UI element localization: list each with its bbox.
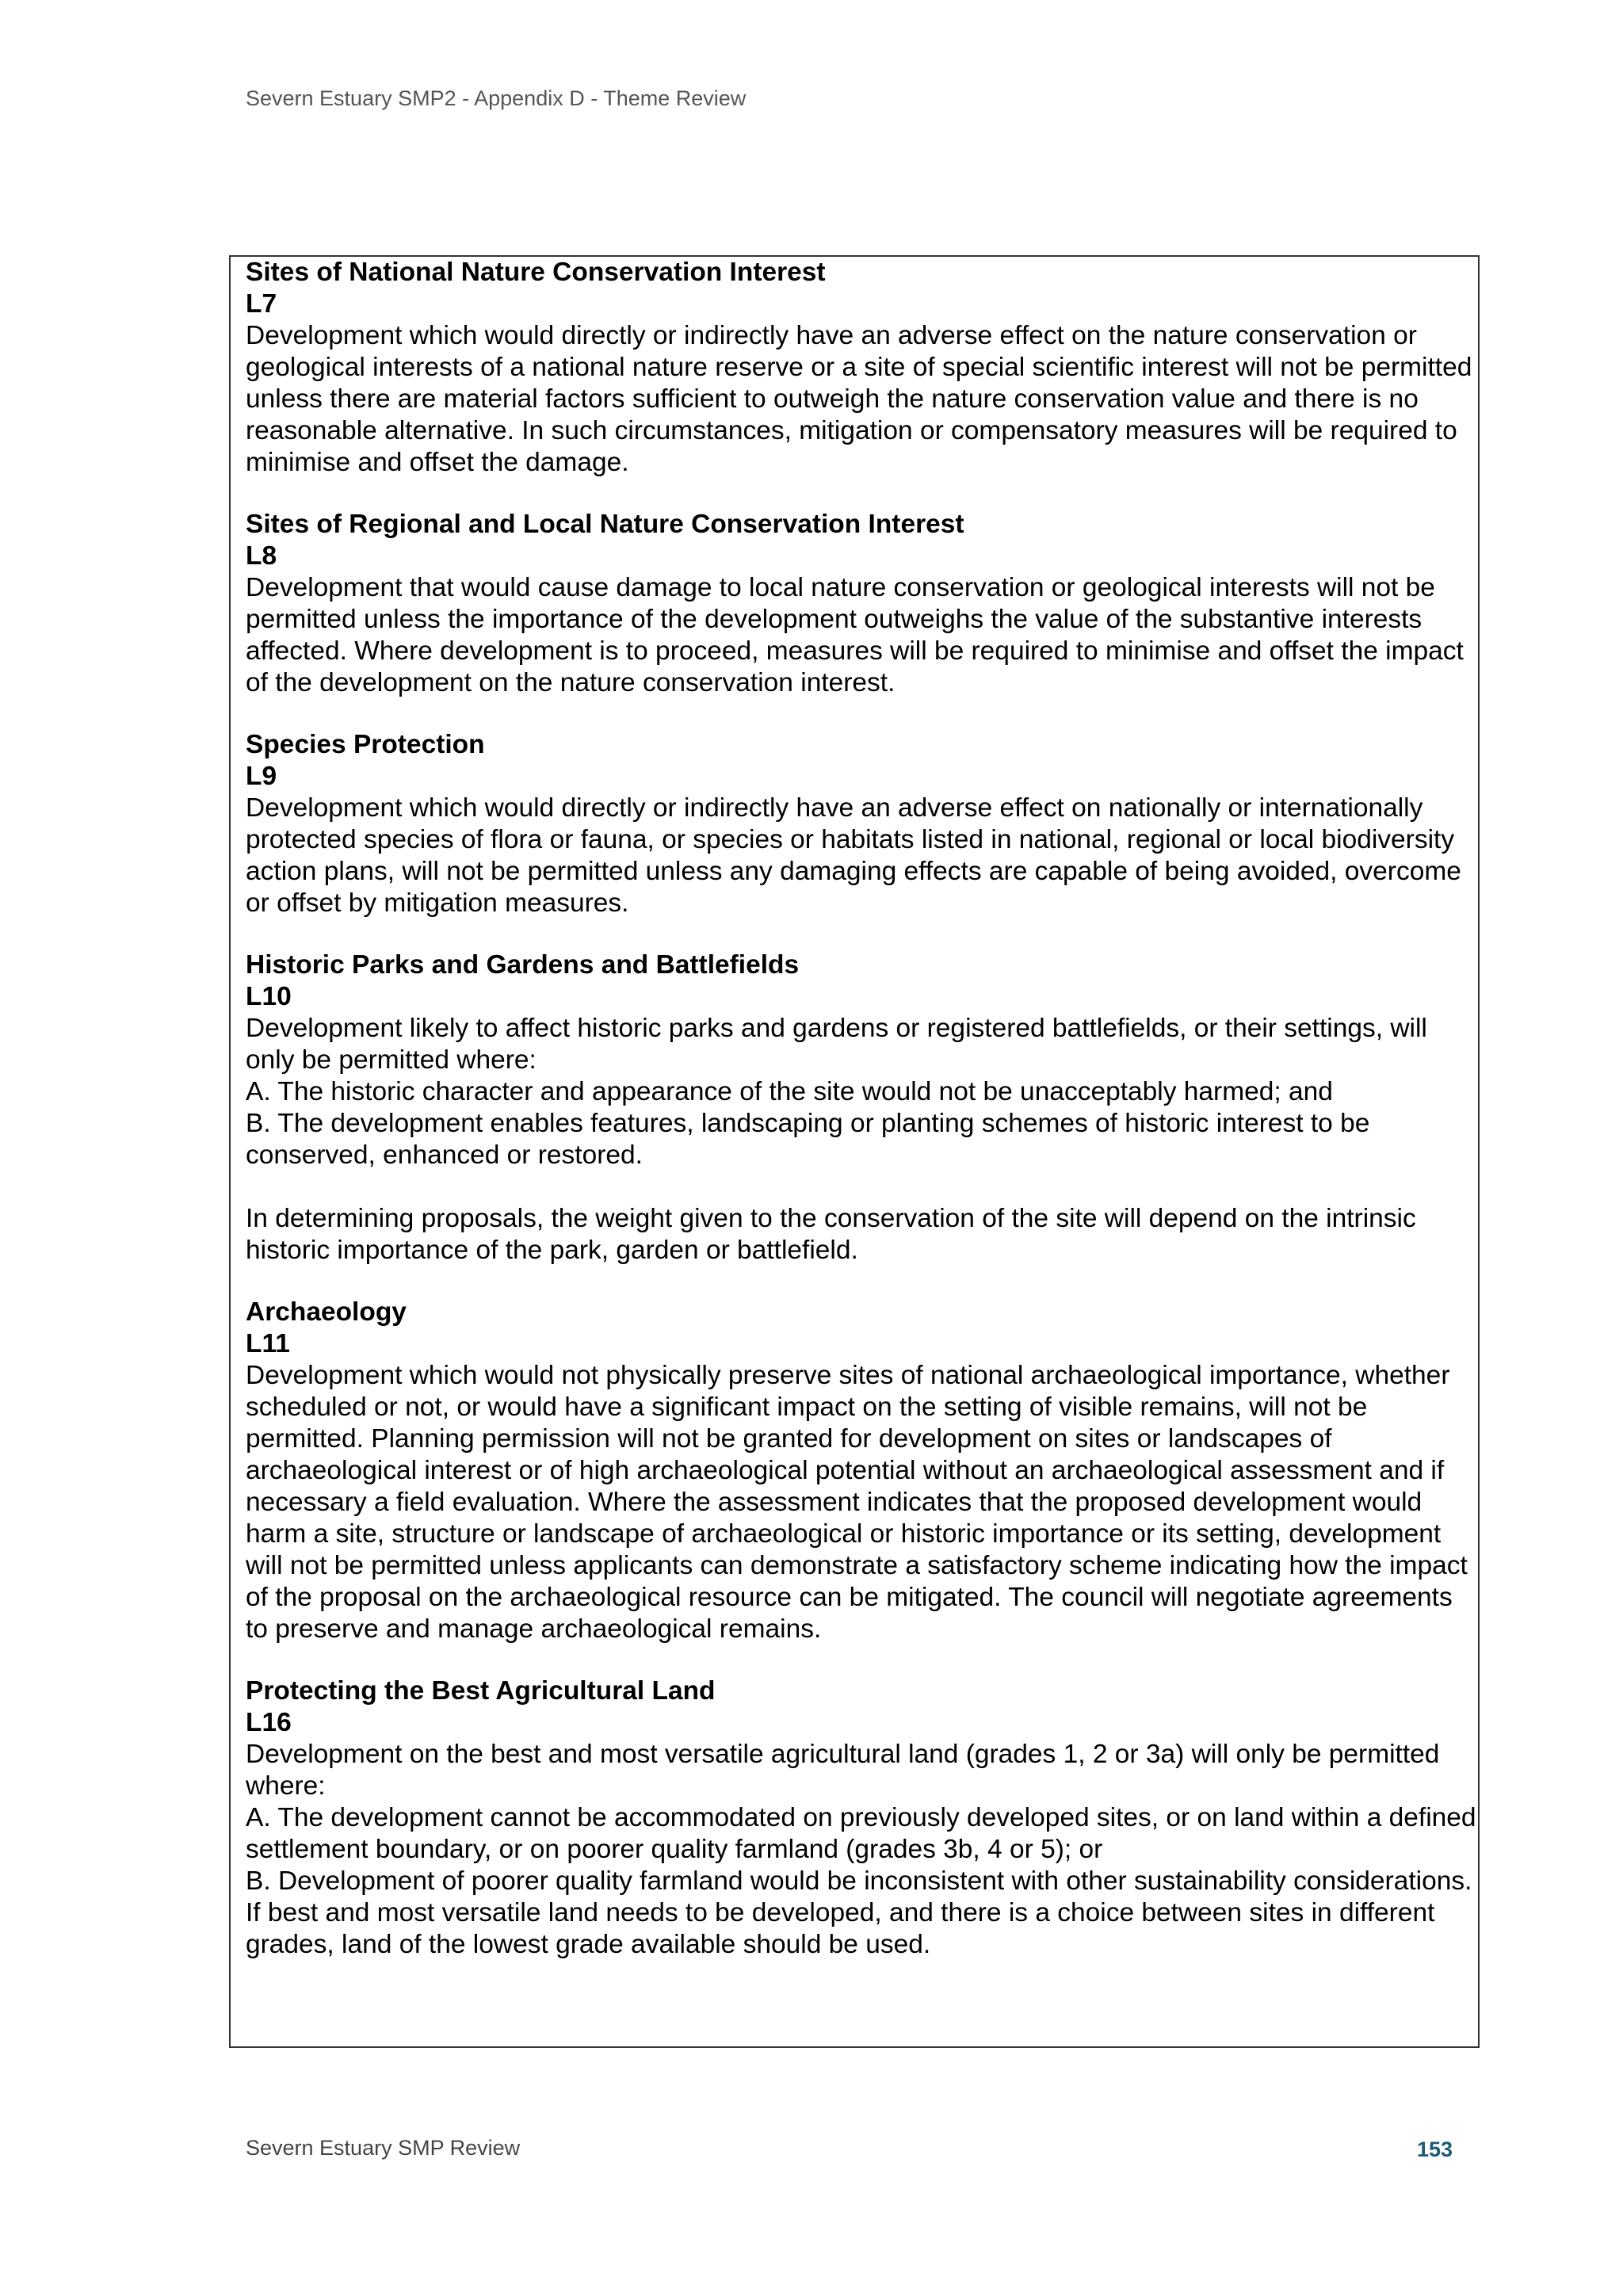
- policy-title: Sites of Regional and Local Nature Conservation Interest: [246, 510, 964, 539]
- policy-code: L16: [246, 1708, 292, 1737]
- policy-section-l8: [246, 509, 1478, 699]
- policy-code: L7: [246, 289, 277, 319]
- policy-paragraph: Development that would cause damage to local nature conservation or geological interests will not be permitted unless the importance of the development outweighs the value of the substantive interests affected. Where development is to proceed, measures will be required to minimise and offset the impact of the development on the nature conservation interest.: [246, 573, 1464, 697]
- policy-paragraph: Development which would directly or indirectly have an adverse effect on nationally or internationally protected species of flora or fauna, or species or habitats listed in national, regional or local biodiversity action plans, will not be permitted unless any damaging effects are capable of being avoided, overcome or offset by mitigation measures.: [246, 793, 1461, 918]
- policy-paragraph: Development which would directly or indirectly have an adverse effect on the nature conservation or geological interests of a national nature reserve or a site of special scientific interest will not be permitted unless there are material factors sufficient to outweigh the nature conservation value and there is no reasonable alternative. In such circumstances, mitigation or compensatory measures will be required to minimise and offset the damage.: [246, 321, 1472, 477]
- page-number: 153: [1417, 2137, 1453, 2161]
- policy-box: [229, 255, 1480, 2048]
- policy-paragraph: Development on the best and most versatile agricultural land (grades 1, 2 or 3a) will only be permitted where: A. The development cannot be accommodated on previously developed sites, or on land within a defined settlement boundary, or on poorer quality farmland (grades 3b, 4 or 5); or B. Development of poorer quality farmland would be inconsistent with other sustainability considerations. If best and most versatile land needs to be developed, and there is a choice between sites in different grades, land of the lowest grade available should be used.: [246, 1740, 1476, 1959]
- policy-paragraph: Development likely to affect historic parks and gardens or registered battlefields, or their settings, will only be permitted where: A. The historic character and appearance of the site would not be unacceptably harmed; and B. The development enables features, landscaping or planting schemes of historic interest to be conserved, enhanced or restored.: [246, 1014, 1427, 1170]
- policy-title: Sites of National Nature Conservation Interest: [246, 258, 826, 287]
- policy-title: Species Protection: [246, 730, 485, 759]
- policy-title: Protecting the Best Agricultural Land: [246, 1676, 716, 1706]
- policy-code: L10: [246, 982, 292, 1011]
- policy-title: Historic Parks and Gardens and Battlefields: [246, 950, 800, 980]
- policy-code: L11: [246, 1329, 290, 1358]
- policy-code: L8: [246, 541, 277, 571]
- policy-section-l16: [246, 1675, 1478, 1961]
- policy-section-l7: [246, 257, 1478, 479]
- policy-paragraph: Development which would not physically preserve sites of national archaeological importance, whether scheduled or not, or would have a significant impact on the setting of visible remains, will not be permitted. Planning permission will not be granted for development on sites or landscapes of archaeological interest or of high archaeological potential without an archaeological assessment and if necessary a field evaluation. Where the assessment indicates that the proposed development would harm a site, structure or landscape of archaeological or historic importance or its setting, development will not be permitted unless applicants can demonstrate a satisfactory scheme indicating how the impact of the proposal on the archaeological resource can be mitigated. The council will negotiate agreements to preserve and manage archaeological remains.: [246, 1361, 1468, 1644]
- policy-section-l11: [246, 1297, 1478, 1645]
- policy-section-l10: [246, 949, 1478, 1266]
- page-header: Severn Estuary SMP2 - Appendix D - Theme Review: [246, 86, 747, 110]
- policy-section-l9: [246, 729, 1478, 919]
- page-footer: Severn Estuary SMP Review: [246, 2136, 521, 2160]
- policy-title: Archaeology: [246, 1297, 407, 1327]
- policy-paragraph: In determining proposals, the weight given to the conservation of the site will depend on the intrinsic historic importance of the park, garden or battlefield.: [246, 1204, 1416, 1265]
- policy-code: L9: [246, 762, 277, 791]
